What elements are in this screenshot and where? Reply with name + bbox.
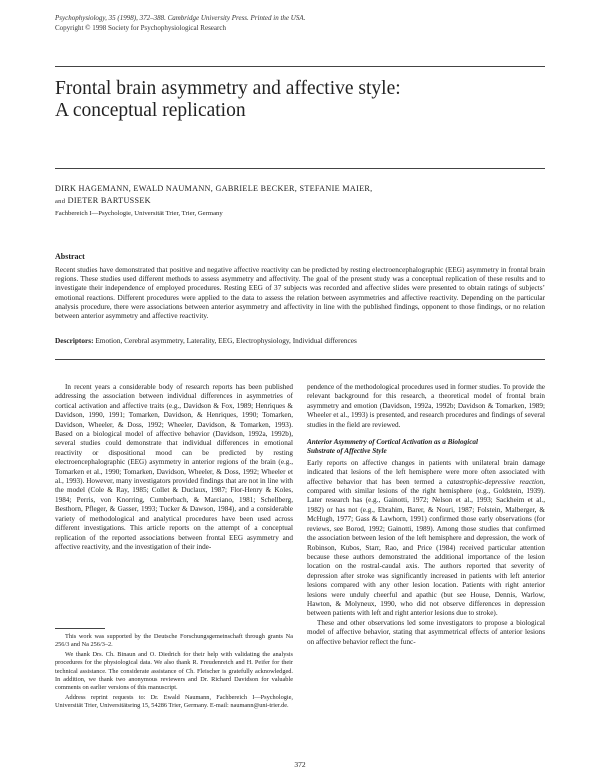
header-rule: [55, 66, 545, 67]
authors-and: and: [55, 198, 66, 205]
title-line-2: A conceptual replication: [55, 100, 246, 121]
right-paragraph-1: pendence of the methodological procedures used in former studies. To provide the relevant background for this research, a theoretical model of frontal brain asymmetry and emotion (Davidson, 1992a, 1992b; Davidson & Tomarken, 1989; Wheeler et al., 1993) is presented, and research procedures and findings of several studies in the field are reviewed.: [307, 383, 545, 429]
right-paragraph-2-start: Early reports on affective changes in patients with unilateral brain damage indicated that lesions of the left hemisphere were more often associated with affective behavior that has been termed a: [307, 458, 545, 486]
right-paragraph-3: These and other observations led some investigators to propose a biological model of affective behavior, stating that asymmetrical effects of anterior lesions on affective behavior reflect the func-: [307, 618, 545, 646]
right-column: [307, 383, 545, 647]
authors-line-1: DIRK HAGEMANN, EWALD NAUMANN, GABRIELE BECKER, STEFANIE MAIER,: [55, 184, 373, 193]
section-heading-line-2: Substrate of Affective Style: [307, 447, 387, 456]
descriptors: [55, 336, 545, 345]
footnote-rule: [55, 628, 105, 629]
affiliation: Fachbereich I—Psychologie, Universität Trier, Trier, Germany: [55, 210, 223, 217]
copyright-line: Copyright © 1998 Society for Psychophysiological Research: [55, 24, 226, 32]
page-number: 372: [294, 760, 306, 769]
article-title: [55, 78, 545, 122]
footnote-acknowledgments: We thank Drs. Ch. Binaun and O. Diedrich for their help with validating the analysis procedures for the physiological data. We also thank R. Freudenreich and H. Peifer for their technical assistance. The considerate assistance of Ch. Fleischer is gratefully acknowledged. In addition, we thank two anonymous reviewers and Dr. Richard Davidson for valuable comments on earlier versions of this manuscript.: [55, 651, 293, 692]
section-heading: [307, 438, 545, 457]
descriptors-text: Emotion, Cerebral asymmetry, Laterality, EEG, Electrophysiology, Individual differences: [95, 336, 357, 345]
left-column: [55, 383, 293, 552]
title-line-1: Frontal brain asymmetry and affective style:: [55, 78, 401, 99]
authors-line-2: DIETER BARTUSSEK: [67, 196, 151, 205]
journal-citation: Psychophysiology, 35 (1998), 372–388. Cambridge University Press. Printed in the USA.: [55, 14, 306, 22]
descriptors-label: Descriptors:: [55, 336, 94, 345]
abstract-text: Recent studies have demonstrated that positive and negative affective reactivity can be predicted by resting electroencephalographic (EEG) asymmetry in frontal brain regions. These studies used different methods to assess asymmetry and affectivity. The goal of the present study was a conceptual replication of these results and to investigate their independence of employed procedures. Resting EEG of 37 subjects was recorded and affective slides were presented to obtain ratings of subjects’ emotional reactions. Different procedures were applied to the data to assess the relation between asymmetries and affective reactivity. Depending on the particular analysis procedure, there were associations between anterior asymmetry and affectivity in line with the published findings, opponent to those findings, or no relation between anterior asymmetry and affective reactivity.: [55, 265, 545, 321]
right-paragraph-2: [307, 459, 545, 619]
title-rule: [55, 168, 545, 169]
abstract-rule: [55, 359, 545, 360]
journal-header: [55, 13, 555, 33]
abstract-heading: Abstract: [55, 252, 85, 261]
right-paragraph-2-italic: catastrophic-depressive reaction: [446, 477, 544, 486]
footnote-funding: This work was supported by the Deutsche Forschungsgemeinschaft through grants Na 256/3 and Na 256/3–2.: [55, 633, 293, 649]
intro-paragraph: In recent years a considerable body of research reports has been published addressing the association between individual differences in asymmetries of cortical activation and affective traits (e.g., Davidson & Fox, 1989; Henriques & Davidson, 1990, 1991; Tomarken, Davidson, & Henriques, 1990; Tomarken, Davidson, Wheeler, & Doss, 1992; Wheeler, Davidson, & Tomarken, 1993). Based on a biological model of affective behavior (Davidson, 1992a, 1992b), several studies could demonstrate that individual differences in emotional reactivity or dispositional mood can be predicted by resting electroencephalographic (EEG) asymmetry in anterior regions of the brain (e.g., Tomarken et al., 1990; Tomarken, Davidson, Wheeler, & Doss, 1992; Wheeler et al., 1993). However, many investigators provided findings that are not in line with the model (Cole & Ray, 1985; Collet & Duclaux, 1987; Flor-Henry & Koles, 1984; Perris, von Knorring, Cumberbach, & Marciano, 1981; Schellberg, Besthorn, Pfleger, & Gasser, 1993; Tucker & Dawson, 1984), and a considerable variety of methodological and analytical procedures have been used across different investigations. This article reports on the attempt of a conceptual replication of the reported associations between frontal EEG asymmetry and affective reactivity, and the investigation of their inde-: [55, 383, 293, 551]
footnote-address: Address reprint requests to: Dr. Ewald Naumann, Fachbereich I—Psychologie, Universität Trier, Universitätsring 15, 54286 Trier, Germany. E-mail: naumann@uni-trier.de.: [55, 694, 293, 710]
footnotes: [55, 633, 293, 712]
section-heading-line-1: Anterior Asymmetry of Cortical Activation as a Biological: [307, 438, 478, 447]
right-paragraph-2-end: , compared with similar lesions of the right hemisphere (e.g., Goldstein, 1939). Later research has (e.g., Gainotti, 1972; Nelson et al., 1993; Sackheim et al., 1982) or has not (e.g., Ebrahim, Barer, & Nouri, 1987; Folstein, Malberger, & McHugh, 1977; Gass & Lawhorn, 1991) confirmed those early observations (for reviews, see Borod, 1992; Gainotti, 1989). Among those studies that confirmed the association between lesion of the left hemisphere and depression, the work of Robinson, Kubos, Starr, Rao, and Price (1984) received particular attention because these authors demonstrated the additional importance of the lesion location on the rostral-caudal axis. The authors reported that severity of depression after stroke was significantly increased in patients with left anterior lesions compared with any other lesion location. Patients with right anterior lesions were unduly cheerful and apathic (but see House, Dennis, Warlow, Hawton, & Molyneux, 1990, who did not observe differences in depression between patients with left and right anterior lesions due to stroke).: [307, 477, 545, 618]
author-list: [55, 183, 545, 208]
